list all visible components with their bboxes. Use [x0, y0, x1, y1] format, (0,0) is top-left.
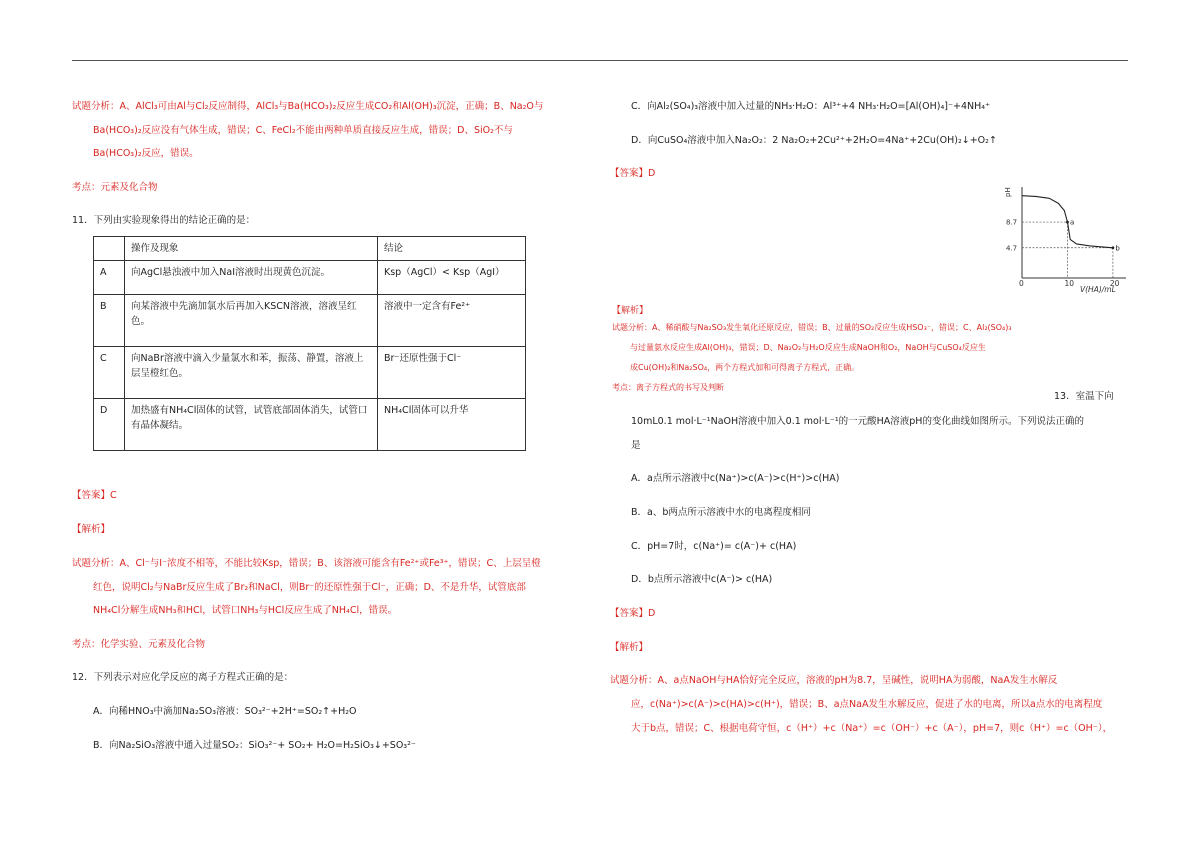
table-row: [94, 399, 526, 451]
q13-answer: 【答案】D: [610, 608, 656, 619]
table-row: [94, 261, 526, 295]
table-header-cell: [94, 237, 125, 261]
q13-analysis-line3: 大于b点，错误；C、根据电荷守恒，c（H⁺）+c（Na⁺）=c（OH⁻）+c（A⁻），pH=7，则c（H⁺）=c（OH⁻），: [631, 723, 1113, 734]
y-axis-label: pH: [1004, 187, 1012, 197]
point-label-a: a: [1069, 218, 1075, 227]
x-axis-label: V(HA)/mL: [1080, 285, 1116, 294]
q12-jiexi-label: 【解析】: [612, 306, 649, 316]
table-header-row: [94, 237, 526, 261]
table-cell-conclusion: Br⁻还原性强于Cl⁻: [378, 347, 526, 399]
q13-jiexi-label: 【解析】: [610, 642, 649, 653]
x-tick-label: 20: [1109, 279, 1120, 288]
q12-option-a: A．向稀HNO₃中滴加Na₂SO₃溶液：SO₃²⁻+2H⁺=SO₂↑+H₂O: [93, 706, 357, 717]
table-cell-option: C: [94, 347, 125, 399]
q13-number: 13．室温下向: [1054, 391, 1114, 402]
q12-kaodian: 考点：离子方程式的书写及判断: [612, 383, 724, 392]
table-row: [94, 295, 526, 347]
x-tick-label: 0: [1019, 279, 1024, 288]
q13-option-a: A．a点所示溶液中c(Na⁺)>c(A⁻)>c(H⁺)>c(HA): [631, 473, 840, 484]
q11-jiexi-label: 【解析】: [72, 524, 111, 535]
q12-analysis-line2: 与过量氨水反应生成Al(OH)₃，错误；D、Na₂O₂与H₂O反应生成NaOH和O₂，NaOH与CuSO₄反应生: [630, 343, 986, 352]
table-cell-operation: 加热盛有NH₄Cl固体的试管，试管底部固体消失，试管口有晶体凝结。: [125, 399, 378, 451]
q10-analysis-line3: Ba(HCO₃)₂反应，错误。: [93, 148, 199, 159]
q10-kaodian: 考点：元素及化合物: [72, 182, 158, 193]
q13-stem-line2: 是: [631, 440, 641, 451]
table-header-cell: 结论: [378, 237, 526, 261]
q12-option-b: B．向Na₂SiO₃溶液中通入过量SO₂：SiO₃²⁻+ SO₂+ H₂O=H₂SiO₃↓+SO₃²⁻: [93, 740, 416, 751]
table-cell-operation: 向NaBr溶液中滴入少量氯水和苯，振荡、静置，溶液上层呈橙红色。: [125, 347, 378, 399]
y-tick-label: 4.7: [1006, 244, 1018, 253]
q11-kaodian: 考点：化学实验、元素及化合物: [72, 639, 206, 650]
y-tick-label: 8.7: [1006, 218, 1018, 227]
q12-answer: 【答案】D: [610, 168, 656, 179]
table-row: [94, 347, 526, 399]
q12-analysis-line3: 成Cu(OH)₂和Na₂SO₄，两个方程式加和可得离子方程式，正确。: [630, 363, 860, 372]
table-cell-conclusion: 溶液中一定含有Fe²⁺: [378, 295, 526, 347]
q11-analysis-line2: 红色，说明Cl₂与NaBr反应生成了Br₂和NaCl，则Br⁻的还原性强于Cl⁻，正确；D、不是升华，试管底部: [93, 582, 526, 593]
table-cell-conclusion: NH₄Cl固体可以升华: [378, 399, 526, 451]
q11-analysis-line1: 试题分析：A、Cl⁻与I⁻浓度不相等，不能比较Ksp，错误；B、该溶液可能含有Fe²⁺或Fe³⁺，错误；C、上层呈橙: [72, 558, 541, 569]
header-rule: [72, 60, 1128, 61]
q11-analysis-line3: NH₄Cl分解生成NH₃和HCl，试管口NH₃与HCl反应生成了NH₄Cl，错误。: [93, 605, 398, 616]
q12-option-d: D．向CuSO₄溶液中加入Na₂O₂：2 Na₂O₂+2Cu²⁺+2H₂O=4Na⁺+2Cu(OH)₂↓+O₂↑: [631, 135, 997, 146]
table-header-cell: 操作及现象: [125, 237, 378, 261]
table-cell-option: D: [94, 399, 125, 451]
table-cell-conclusion: Ksp（AgCl）< Ksp（AgI）: [378, 261, 526, 295]
q12-stem: 12．下列表示对应化学反应的离子方程式正确的是：: [72, 672, 294, 683]
table-cell-option: A: [94, 261, 125, 295]
experiment-table: [93, 236, 526, 451]
q10-analysis-line1: 试题分析：A、AlCl₃可由Al与Cl₂反应制得，AlCl₃与Ba(HCO₃)₂反应生成CO₂和Al(OH)₃沉淀，正确；B、Na₂O与: [72, 101, 544, 112]
q13-analysis-line1: 试题分析：A、a点NaOH与HA恰好完全反应，溶液的pH为8.7，呈碱性，说明HA为弱酸，NaA发生水解反: [610, 675, 1058, 686]
ph-titration-chart: [1004, 183, 1134, 301]
q12-option-c: C．向Al₂(SO₄)₃溶液中加入过量的NH₃·H₂O：Al³⁺+4 NH₃·H₂O=[Al(OH)₄]⁻+4NH₄⁺: [631, 101, 991, 112]
table-cell-option: B: [94, 295, 125, 347]
q13-option-b: B．a、b两点所示溶液中水的电离程度相同: [631, 507, 811, 518]
q11-stem: 11．下列由实验现象得出的结论正确的是：: [72, 215, 256, 226]
q12-analysis-line1: 试题分析：A、稀硝酸与Na₂SO₃发生氧化还原反应，错误；B、过量的SO₂反应生成HSO₃⁻，错误；C、Al₂(SO₄)₃: [612, 323, 1012, 332]
table-cell-operation: 向AgCl悬浊液中加入NaI溶液时出现黄色沉淀。: [125, 261, 378, 295]
q11-answer: 【答案】C: [72, 490, 117, 501]
q10-analysis-line2: Ba(HCO₃)₂反应没有气体生成，错误；C、FeCl₂不能由两种单质直接反应生成，错误；D、SiO₂不与: [93, 125, 513, 136]
x-tick-label: 10: [1064, 279, 1075, 288]
table-cell-operation: 向某溶液中先滴加氯水后再加入KSCN溶液，溶液呈红色。: [125, 295, 378, 347]
q13-option-c: C．pH=7时，c(Na⁺)= c(A⁻)+ c(HA): [631, 541, 797, 552]
q13-stem-line1: 10mL0.1 mol·L⁻¹NaOH溶液中加入0.1 mol·L⁻¹的一元酸HA溶液pH的变化曲线如图所示。下列说法正确的: [631, 416, 1084, 427]
q13-option-d: D．b点所示溶液中c(A⁻)> c(HA): [631, 574, 773, 585]
point-label-b: b: [1115, 244, 1120, 253]
q13-analysis-line2: 应，c(Na⁺)>c(A⁻)>c(HA)>c(H⁺)，错误；B、a点NaA发生水解反应，促进了水的电离，所以a点水的电离程度: [631, 699, 1103, 710]
